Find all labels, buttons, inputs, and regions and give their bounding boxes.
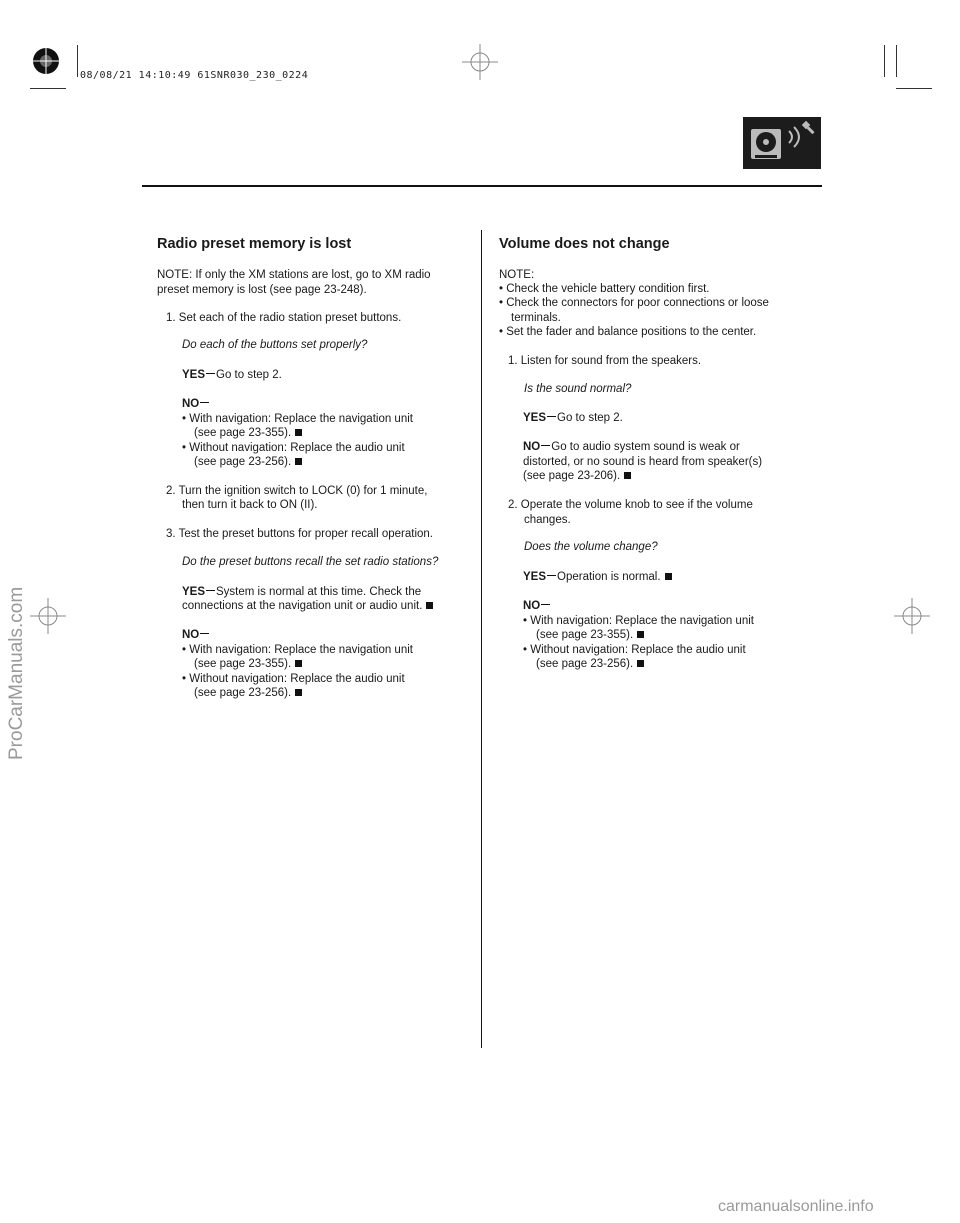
right-no-1 bbox=[523, 440, 740, 455]
dash bbox=[541, 445, 550, 446]
left-question-3: Do the preset buttons recall the set radio stations? bbox=[182, 556, 439, 568]
yes-label: YES bbox=[523, 571, 547, 583]
list-item: (see page 23-355). bbox=[536, 628, 644, 643]
registration-mark-top-left bbox=[29, 44, 63, 78]
crop-mark bbox=[77, 45, 78, 77]
no-label: NO bbox=[182, 629, 200, 641]
end-mark-icon bbox=[637, 631, 644, 638]
end-mark-icon bbox=[426, 602, 433, 609]
column-divider bbox=[481, 230, 482, 1048]
list-item: (see page 23-355). bbox=[194, 657, 302, 672]
yes-text: Go to step 2. bbox=[216, 369, 282, 381]
dash bbox=[206, 590, 215, 591]
yes-label: YES bbox=[182, 586, 206, 598]
header-rule bbox=[142, 185, 822, 187]
left-note-line: preset memory is lost (see page 23-248). bbox=[157, 284, 367, 296]
right-step-2: 2. Operate the volume knob to see if the volume bbox=[508, 499, 753, 511]
left-step-2-cont: then turn it back to ON (II). bbox=[182, 499, 318, 511]
right-no-1-cont: distorted, or no sound is heard from speaker(s) bbox=[523, 456, 763, 468]
yes-text: Go to step 2. bbox=[557, 412, 623, 424]
dash bbox=[200, 633, 209, 634]
watermark-left: ProCarManuals.com bbox=[6, 586, 27, 760]
right-step-2-cont: changes. bbox=[524, 514, 571, 526]
list-item: • Without navigation: Replace the audio unit bbox=[182, 442, 405, 454]
left-step-2: 2. Turn the ignition switch to LOCK (0) for 1 minute, bbox=[166, 485, 428, 497]
list-item: • With navigation: Replace the navigation unit bbox=[182, 644, 413, 656]
left-no-3 bbox=[182, 628, 210, 643]
audio-satellite-icon bbox=[743, 117, 821, 169]
crop-mark bbox=[896, 88, 932, 89]
dash bbox=[200, 402, 209, 403]
left-note-line: NOTE: If only the XM stations are lost, go to XM radio bbox=[157, 269, 431, 281]
end-mark-icon bbox=[295, 689, 302, 696]
no-text: Go to audio system sound is weak or bbox=[551, 441, 740, 453]
list-item: • Check the vehicle battery condition first. bbox=[499, 283, 710, 295]
right-question-2: Does the volume change? bbox=[524, 541, 658, 553]
left-question-1: Do each of the buttons set properly? bbox=[182, 339, 368, 351]
no-label: NO bbox=[523, 600, 541, 612]
right-no-2 bbox=[523, 599, 551, 614]
no-label: NO bbox=[523, 441, 541, 453]
yes-label: YES bbox=[182, 369, 206, 381]
right-no-1-cont: (see page 23-206). bbox=[523, 469, 631, 484]
crop-mark bbox=[884, 45, 885, 77]
crosshair-mark-top bbox=[462, 44, 498, 80]
right-step-1: 1. Listen for sound from the speakers. bbox=[508, 355, 702, 367]
print-timestamp: 08/08/21 14:10:49 61SNR030_230_0224 bbox=[80, 70, 309, 81]
left-yes-3 bbox=[182, 585, 421, 600]
list-item: (see page 23-256). bbox=[536, 657, 644, 672]
right-question-1: Is the sound normal? bbox=[524, 383, 632, 395]
left-yes-3-cont: connections at the navigation unit or audio unit. bbox=[182, 599, 433, 614]
watermark-bottom: carmanualsonline.info bbox=[718, 1198, 874, 1215]
list-item: • Set the fader and balance positions to the center. bbox=[499, 326, 757, 338]
end-mark-icon bbox=[295, 429, 302, 436]
dash bbox=[547, 575, 556, 576]
right-note: NOTE: bbox=[499, 269, 535, 281]
crosshair-mark-left bbox=[30, 598, 66, 634]
crop-mark bbox=[896, 45, 897, 77]
end-mark-icon bbox=[665, 573, 672, 580]
list-item: (see page 23-355). bbox=[194, 426, 302, 441]
dash bbox=[541, 604, 550, 605]
left-no-1 bbox=[182, 397, 210, 412]
end-mark-icon bbox=[624, 472, 631, 479]
left-yes-1 bbox=[182, 368, 282, 383]
crop-mark bbox=[30, 88, 66, 89]
list-item: • With navigation: Replace the navigation unit bbox=[182, 413, 413, 425]
end-mark-icon bbox=[295, 458, 302, 465]
yes-label: YES bbox=[523, 412, 547, 424]
yes-text: Operation is normal. bbox=[557, 571, 661, 583]
left-step-1: 1. Set each of the radio station preset buttons. bbox=[166, 312, 402, 324]
dash bbox=[547, 416, 556, 417]
list-item: (see page 23-256). bbox=[194, 455, 302, 470]
right-yes-2 bbox=[523, 570, 672, 585]
dash bbox=[206, 373, 215, 374]
left-section-title: Radio preset memory is lost bbox=[157, 236, 352, 252]
end-mark-icon bbox=[295, 660, 302, 667]
right-section-title: Volume does not change bbox=[499, 236, 670, 252]
crosshair-mark-right bbox=[894, 598, 930, 634]
list-item: • Without navigation: Replace the audio unit bbox=[523, 644, 746, 656]
list-item: • Without navigation: Replace the audio unit bbox=[182, 673, 405, 685]
right-yes-1 bbox=[523, 411, 623, 426]
left-step-3: 3. Test the preset buttons for proper recall operation. bbox=[166, 528, 433, 540]
list-item: terminals. bbox=[511, 312, 561, 324]
yes-text: System is normal at this time. Check the bbox=[216, 586, 422, 598]
no-label: NO bbox=[182, 398, 200, 410]
list-item: (see page 23-256). bbox=[194, 686, 302, 701]
list-item: • Check the connectors for poor connections or loose bbox=[499, 297, 769, 309]
end-mark-icon bbox=[637, 660, 644, 667]
list-item: • With navigation: Replace the navigation unit bbox=[523, 615, 754, 627]
